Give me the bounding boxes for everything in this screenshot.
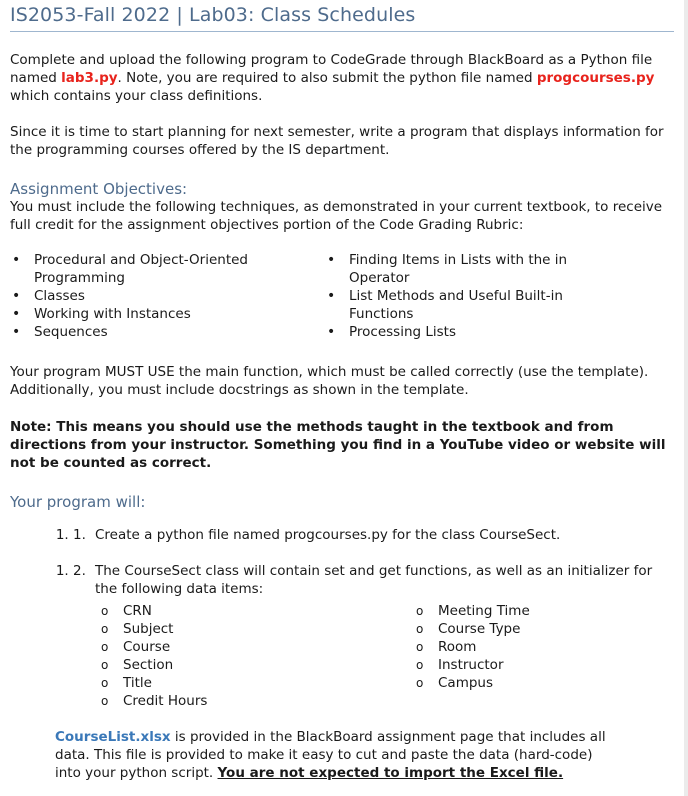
step-text: Create a python file named progcourses.py for the class CourseSect. [95, 526, 561, 543]
intro-paragraph [10, 51, 670, 105]
program-steps-list-continued [33, 562, 673, 598]
data-item: o CRN [101, 602, 321, 620]
objective-item: • Procedural and Object-Oriented Programming [12, 251, 272, 287]
course-list-paragraph [55, 728, 615, 782]
course-list-file-name: CourseList.xlsx [55, 729, 171, 745]
objective-item: • List Methods and Useful Built-in Functions [327, 287, 587, 323]
data-item: o Room [416, 638, 636, 656]
program-steps-list [33, 526, 673, 544]
methods-note-paragraph: Note: This means you should use the methods taught in the textbook and from directions from your instructor. Something you find in a YouTube video or website will not be counted as correct. [10, 419, 666, 471]
data-item: o Section [101, 656, 321, 674]
document-title: IS2053-Fall 2022 | Lab03: Class Schedules [10, 4, 416, 26]
step-text: The CourseSect class will contain set and get functions, as well as an initializer for the following data items: [95, 562, 653, 597]
objective-item: • Finding Items in Lists with the in Operator [327, 251, 587, 287]
objective-item: • Sequences [12, 323, 272, 341]
main-function-paragraph: Your program MUST USE the main function, which must be called correctly (use the template). Additionally, you must include docstrings as shown in the template. [10, 364, 649, 398]
objective-item: • Processing Lists [327, 323, 587, 341]
course-list-text: is provided in the BlackBoard assignment page that includes all data. This file is provided to make it easy to cut and paste the data (hard-code) into your python script. [55, 729, 606, 781]
page-edge-shadow [684, 0, 688, 796]
step-number: 1. 1. [73, 526, 86, 543]
data-item: o Course [101, 638, 321, 656]
data-item: o Course Type [416, 620, 636, 638]
intro-text-2: . Note, you are required to also submit the python file named [117, 70, 537, 86]
step-number: 1. 2. [73, 562, 86, 579]
objectives-list-left [12, 251, 272, 341]
objectives-paragraph: You must include the following techniques, as demonstrated in your current textbook, to receive full credit for the assignment objectives portion of the Code Grading Rubric: [10, 199, 663, 233]
no-import-note: You are not expected to import the Excel file. [217, 765, 564, 781]
data-item: o Campus [416, 674, 636, 692]
program-step-2 [73, 562, 673, 598]
program-heading: Your program will: [10, 493, 146, 511]
data-items-list-left [101, 602, 321, 710]
data-item: o Subject [101, 620, 321, 638]
intro-text-3: which contains your class definitions. [10, 88, 263, 104]
planning-paragraph: Since it is time to start planning for next semester, write a program that displays information for the programming courses offered by the IS department. [10, 124, 664, 158]
data-item: o Instructor [416, 656, 636, 674]
intro-text-1: Complete and upload the following program to CodeGrade through BlackBoard as a Python file named [10, 52, 653, 86]
lab-file-name: lab3.py [61, 70, 118, 86]
class-file-name: progcourses.py [536, 70, 655, 86]
data-item: o Meeting Time [416, 602, 636, 620]
title-underline [10, 31, 674, 32]
data-item: o Credit Hours [101, 692, 321, 710]
objectives-heading: Assignment Objectives: [10, 180, 188, 198]
program-step-1 [73, 526, 673, 544]
data-item: o Title [101, 674, 321, 692]
data-items-list-right [416, 602, 636, 692]
objectives-list-right [327, 251, 587, 341]
objective-item: • Working with Instances [12, 305, 272, 323]
objective-item: • Classes [12, 287, 272, 305]
